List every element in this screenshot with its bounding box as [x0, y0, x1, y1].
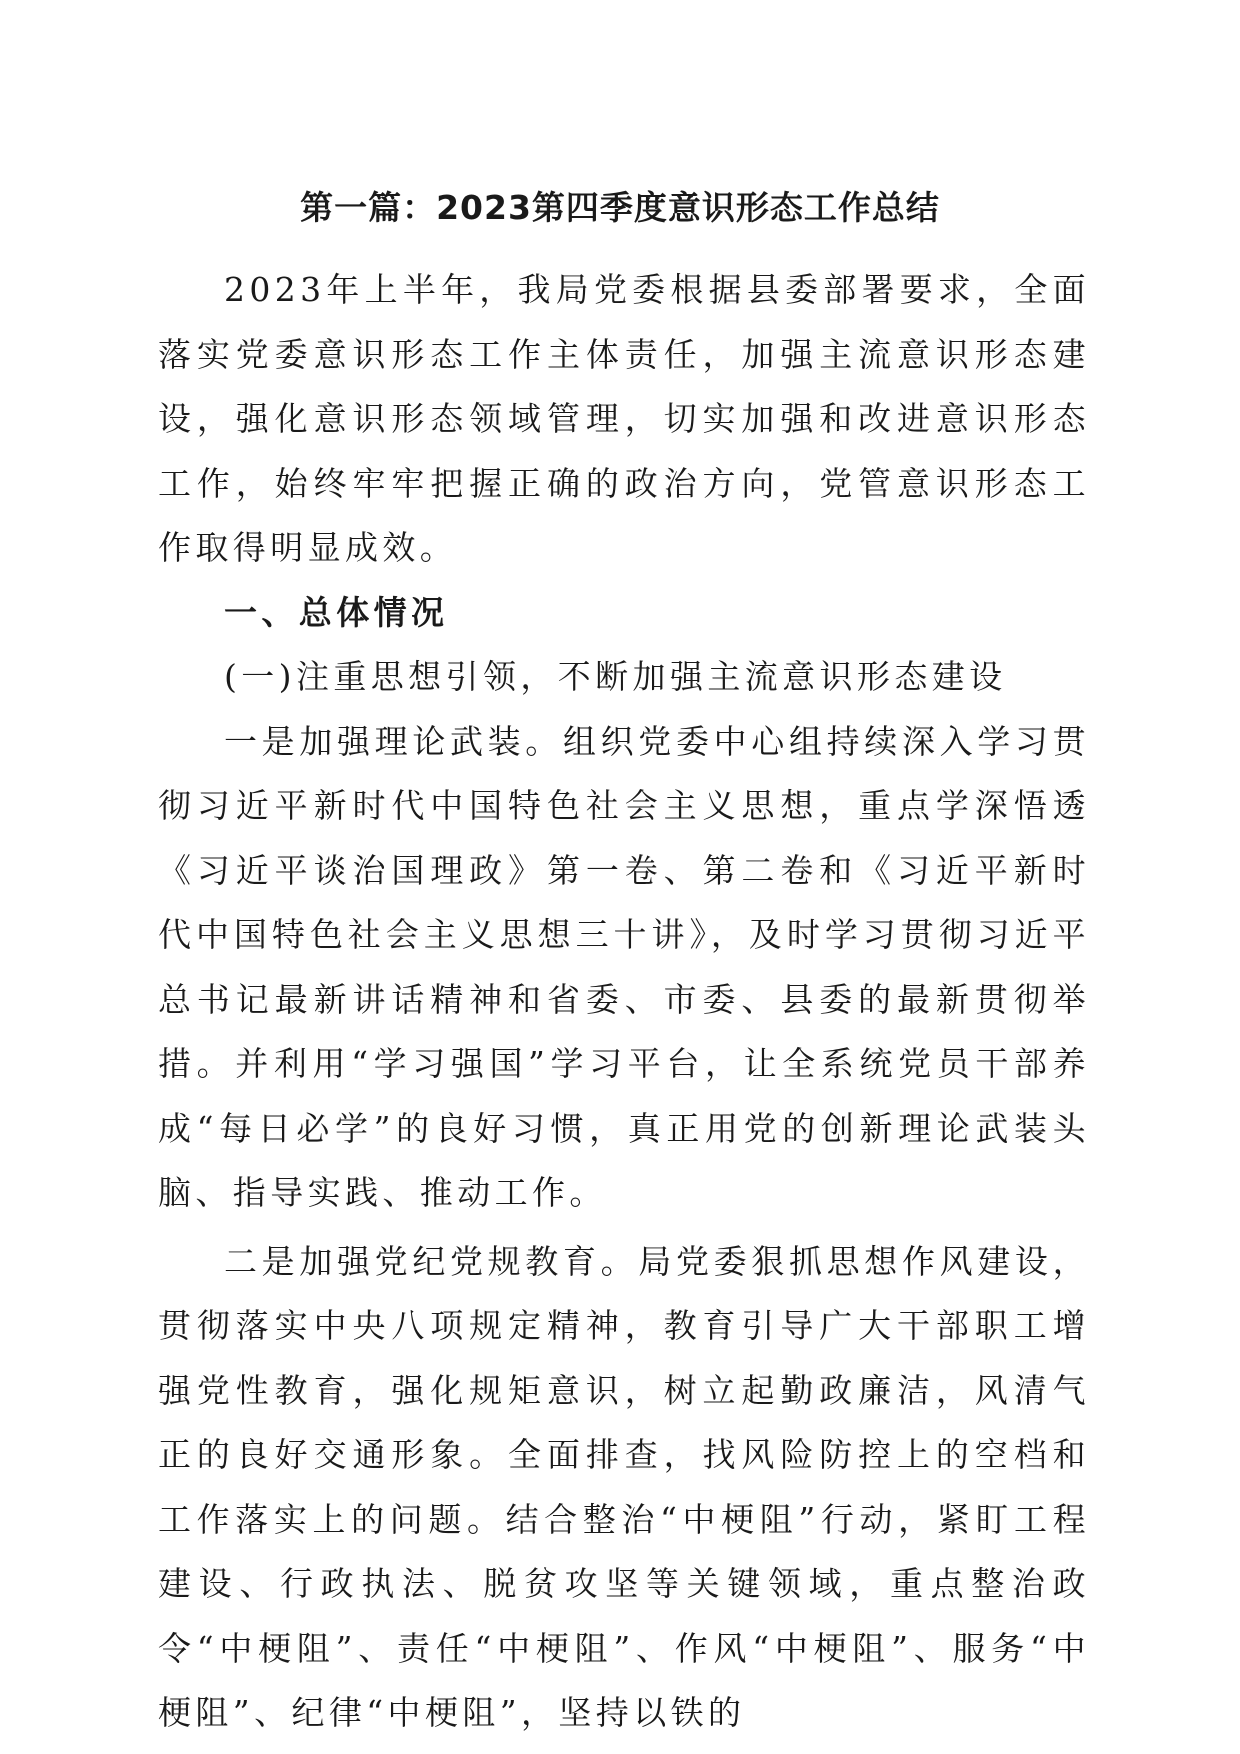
document-title: 第一篇：2023第四季度意识形态工作总结: [300, 188, 940, 227]
section-heading: 一、总体情况: [224, 592, 449, 632]
body-paragraph: 一是加强理论武装。组织党委中心组持续深入学习贯彻习近平新时代中国特色社会主义思想，重点学深悟透《习近平谈治国理政》第一卷、第二卷和《习近平新时代中国特色社会主义思想三十讲》，及时学习贯彻习近平总书记最新讲话精神和省委、市委、县委的最新贯彻举措。并利用“学习强国”学习平台，让全系统党员干部养成“每日必学”的良好习惯，真正用党的创新理论武装头脑、指导实践、推动工作。: [158, 721, 1090, 1212]
document-body: [158, 258, 1090, 1746]
intro-paragraph: 2023年上半年，我局党委根据县委部署要求，全面落实党委意识形态工作主体责任，加强主流意识形态建设，强化意识形态领域管理，切实加强和改进意识形态工作，始终牢牢把握正确的政治方向，党管意识形态工作取得明显成效。: [158, 270, 1090, 567]
body-paragraph: 二是加强党纪党规教育。局党委狠抓思想作风建设，贯彻落实中央八项规定精神，教育引导广大干部职工增强党性教育，强化规矩意识，树立起勤政廉洁，风清气正的良好交通形象。全面排查，找风险防控上的空档和工作落实上的问题。结合整治“中梗阻”行动，紧盯工程建设、行政执法、脱贫攻坚等关键领域，重点整治政令“中梗阻”、责任“中梗阻”、作风“中梗阻”、服务“中梗阻”、纪律“中梗阻”，坚持以铁的: [158, 1241, 1090, 1732]
subsection-heading: (一)注重思想引领，不断加强主流意识形态建设: [224, 657, 1007, 696]
